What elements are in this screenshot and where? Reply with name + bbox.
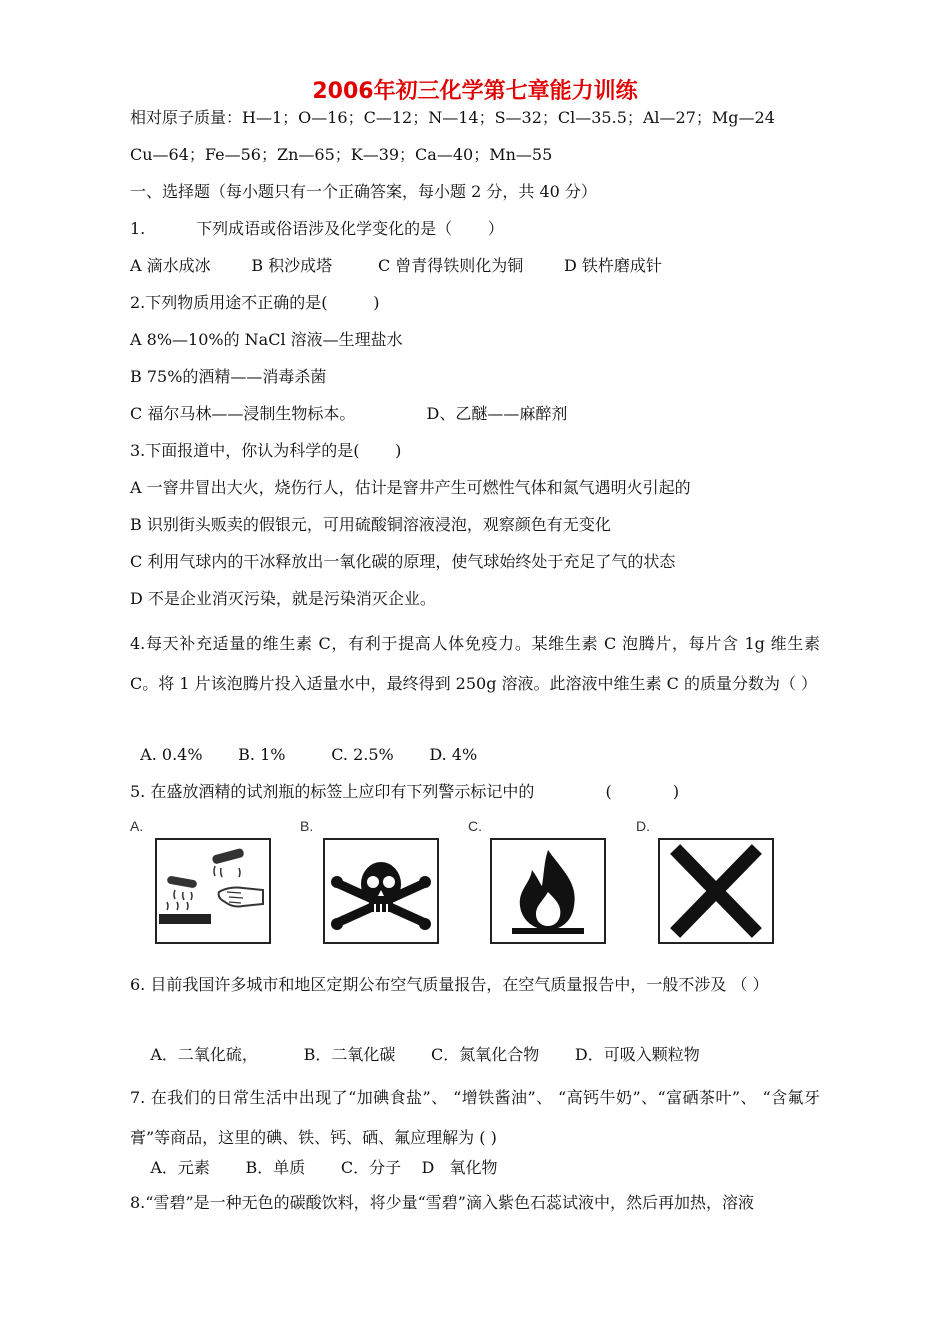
question-1-stem: 1. 下列成语或俗语涉及化学变化的是（ ）: [130, 219, 504, 238]
question-7-stem: 7. 在我们的日常生活中出现了“加碘食盐”、 “增铁酱油”、 “高钙牛奶”、“富硒茶叶”、 “含氟牙膏”等商品，这里的碘、铁、钙、硒、氟应理解为 ( ): [130, 1088, 820, 1147]
question-3-stem: 3.下面报道中，你认为科学的是( ): [130, 441, 402, 460]
question-4-stem: 4.每天补充适量的维生素 C，有利于提高人体免疫力。某维生素 C 泡腾片，每片含 1g 维生素 C。将 1 片该泡腾片投入适量水中，最终得到 250g 溶液。此溶液中维生素 C 的质量分数为（ ）: [130, 634, 820, 693]
poison-skull-icon: [323, 838, 439, 944]
symbol-label-d: D.: [636, 818, 650, 834]
symbol-label-a: A.: [130, 818, 144, 834]
question-3-option-a: A 一窨井冒出大火，烧伤行人，估计是窨井产生可燃性气体和氮气遇明火引起的: [130, 478, 691, 497]
question-8-stem: 8.“雪碧”是一种无色的碳酸饮料，将少量“雪碧”滴入紫色石蕊试液中，然后再加热，溶液: [130, 1193, 754, 1212]
question-2-option-b: B 75%的酒精——消毒杀菌: [130, 367, 327, 386]
question-6-options: A．二氧化硫， B．二氧化碳 C．氮氧化合物 D．可吸入颗粒物: [130, 1045, 700, 1064]
symbol-label-c: C.: [468, 818, 482, 834]
question-3-option-c: C 利用气球内的干冰释放出一氧化碳的原理，使气球始终处于充足了气的状态: [130, 552, 676, 571]
question-4-options: A. 0.4% B. 1% C. 2.5% D. 4%: [130, 745, 478, 764]
question-3-option-b: B 识别街头贩卖的假银元，可用硫酸铜溶液浸泡，观察颜色有无变化: [130, 515, 611, 534]
flammable-flame-icon: [490, 838, 606, 944]
atomic-mass-line-1: 相对原子质量：H—1；O—16；C—12；N—14；S—32；Cl—35.5；Al—27；Mg—24: [130, 108, 775, 127]
question-2-option-a: A 8%—10%的 NaCl 溶液—生理盐水: [130, 330, 403, 349]
corrosive-icon: [155, 838, 271, 944]
question-5-stem: 5. 在盛放酒精的试剂瓶的标签上应印有下列警示标记中的 ( ): [130, 782, 680, 801]
question-1-options: A 滴水成冰 B 积沙成塔 C 曾青得铁则化为铜 D 铁杵磨成针: [130, 256, 662, 275]
question-3-option-d: D 不是企业消灭污染，就是污染消灭企业。: [130, 589, 436, 608]
question-7-options: A．元素 B．单质 C．分子 D 氧化物: [130, 1158, 498, 1177]
harmful-x-icon: [658, 838, 774, 944]
question-2-stem: 2.下列物质用途不正确的是( ): [130, 293, 380, 312]
section-heading: 一、选择题（每小题只有一个正确答案，每小题 2 分，共 40 分）: [130, 182, 597, 201]
symbol-label-b: B.: [300, 818, 314, 834]
question-6-stem: 6. 目前我国许多城市和地区定期公布空气质量报告，在空气质量报告中，一般不涉及 （ ）: [130, 975, 769, 994]
atomic-mass-line-2: Cu—64；Fe—56；Zn—65；K—39；Ca—40；Mn—55: [130, 145, 553, 164]
page-title: 2006年初三化学第七章能力训练: [312, 79, 638, 104]
question-2-option-cd: C 福尔马林——浸制生物标本。 D、乙醚——麻醉剂: [130, 404, 568, 423]
